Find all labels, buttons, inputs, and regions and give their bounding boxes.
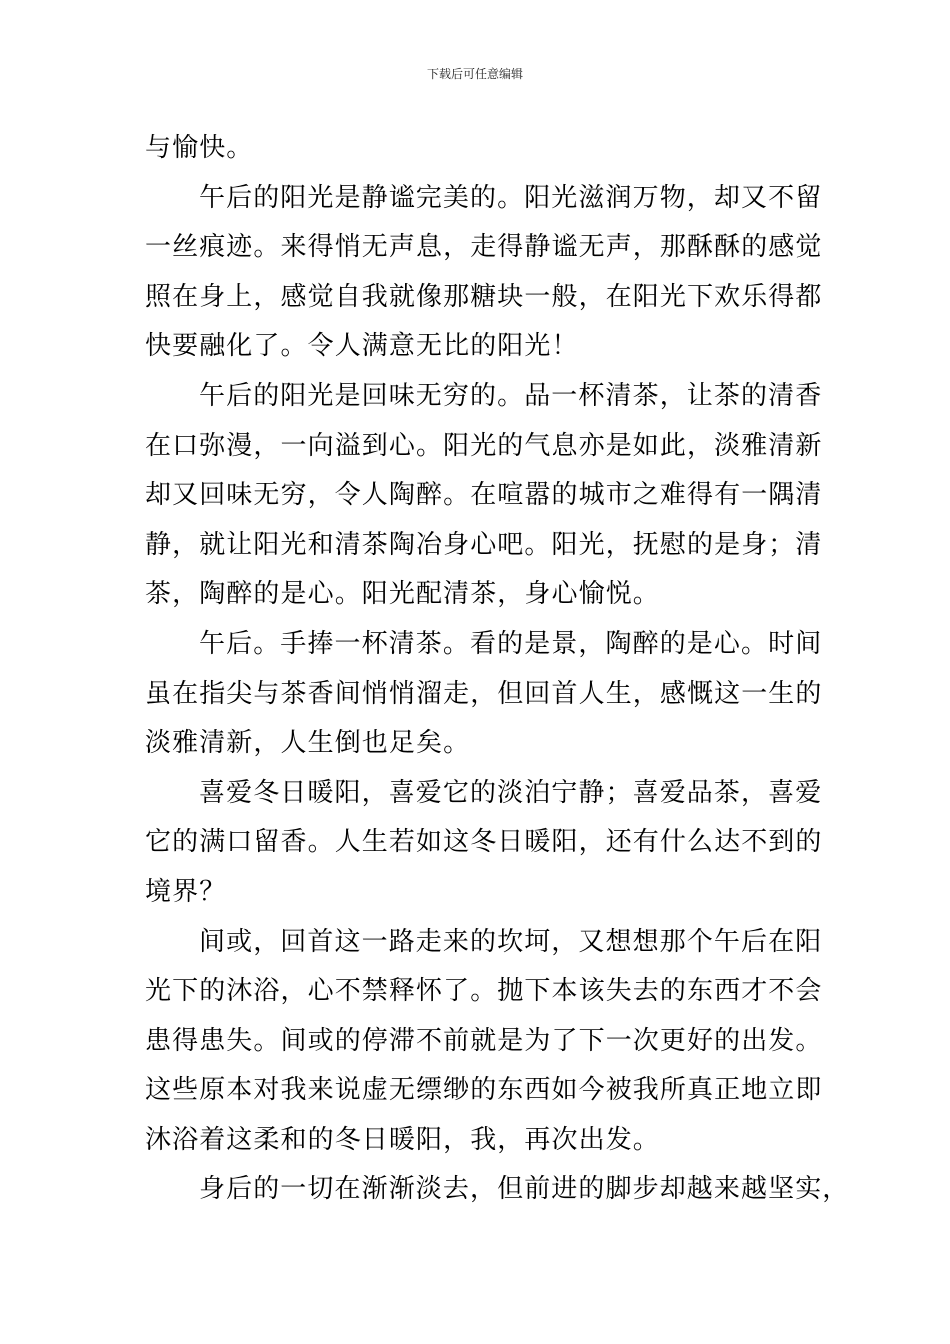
paragraph-line: 身后的一切在渐渐淡去，但前进的脚步却越来越坚实， <box>199 1174 850 1205</box>
paragraph <box>145 1165 850 1215</box>
paragraph-line: 光下的沐浴，心不禁释怀了。抛下本该失去的东西才不会 <box>145 976 823 1007</box>
paragraph <box>145 769 823 918</box>
paragraph <box>145 918 823 1166</box>
paragraph-line: 它的满口留香。人生若如这冬日暖阳，还有什么达不到的 <box>145 827 823 858</box>
paragraph-line: 一丝痕迹。来得悄无声息，走得静谧无声，那酥酥的感觉 <box>145 232 823 263</box>
paragraph-line: 却又回味无穷，令人陶醉。在喧嚣的城市之难得有一隅清 <box>145 480 823 511</box>
paragraph-line: 患得患失。间或的停滞不前就是为了下一次更好的出发。 <box>145 1025 823 1056</box>
paragraph-line: 沐浴着这柔和的冬日暖阳，我，再次出发。 <box>145 1124 660 1155</box>
paragraph-line: 这些原本对我来说虚无缥缈的东西如今被我所真正地立即 <box>145 1075 823 1106</box>
document-body <box>145 124 850 1215</box>
paragraph-line: 虽在指尖与茶香间悄悄溜走，但回首人生，感慨这一生的 <box>145 678 823 709</box>
paragraph <box>145 372 823 620</box>
paragraph-line: 午后的阳光是回味无穷的。品一杯清茶，让茶的清香 <box>199 380 823 411</box>
paragraph-line: 照在身上，感觉自我就像那糖块一般，在阳光下欢乐得都 <box>145 281 823 312</box>
paragraph-line: 淡雅清新，人生倒也足矣。 <box>145 728 471 759</box>
paragraph <box>145 124 809 174</box>
paragraph-line: 喜爱冬日暖阳，喜爱它的淡泊宁静；喜爱品茶，喜爱 <box>199 777 823 808</box>
paragraph-line: 茶，陶醉的是心。阳光配清茶，身心愉悦。 <box>145 579 660 610</box>
paragraph-line: 静，就让阳光和清茶陶冶身心吧。阳光，抚慰的是身；清 <box>145 529 823 560</box>
paragraph-line: 快要融化了。令人满意无比的阳光！ <box>145 331 579 362</box>
paragraph-line: 间或，回首这一路走来的坎坷，又想想那个午后在阳 <box>199 926 823 957</box>
paragraph <box>145 174 823 372</box>
paragraph-line: 与愉快。 <box>145 133 254 163</box>
paragraph-line: 在口弥漫，一向溢到心。阳光的气息亦是如此，淡雅清新 <box>145 430 823 461</box>
page-header-note: 下载后可任意编辑 <box>426 67 523 81</box>
paragraph-line: 午后。手捧一杯清茶。看的是景，陶醉的是心。时间 <box>199 628 823 659</box>
paragraph <box>145 620 823 769</box>
paragraph-line: 午后的阳光是静谧完美的。阳光滋润万物，却又不留 <box>199 182 823 213</box>
paragraph-line: 境界？ <box>145 876 227 907</box>
